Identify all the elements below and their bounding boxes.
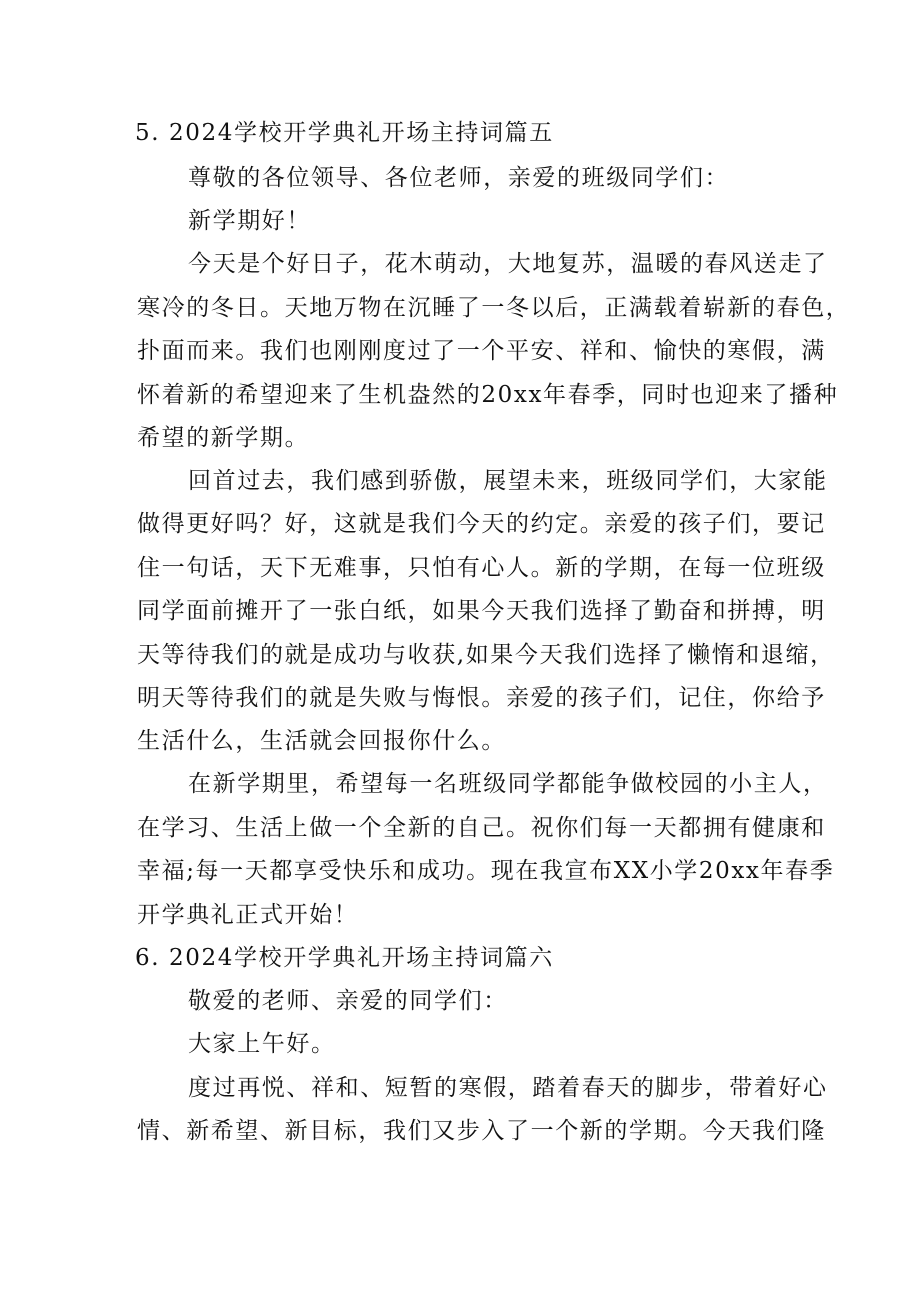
paragraph-line: 度过再悦、祥和、短暂的寒假，踏着春天的脚步，带着好心 [188,1075,828,1101]
paragraph-line: 生活什么，生活就会回报你什么。 [137,728,506,754]
section-6-greeting: 敬爱的老师、亲爱的同学们： [188,988,508,1014]
section-5-heading: 5. 2024学校开学典礼开场主持词篇五 [135,120,554,146]
paragraph-line: 寒冷的冬日。天地万物在沉睡了一冬以后，正满载着崭新的春色， [137,295,851,321]
paragraph-line: 希望的新学期。 [137,425,310,451]
paragraph-line: 做得更好吗？好，这就是我们今天的约定。亲爱的孩子们，要记 [137,511,826,537]
paragraph-line: 开学典礼正式开始！ [137,902,359,928]
paragraph-line: 怀着新的希望迎来了生机盎然的20xx年春季，同时也迎来了播种 [137,382,839,408]
paragraph-line: 明天等待我们的就是失败与悔恨。亲爱的孩子们，记住，你给予 [137,685,826,711]
paragraph-line: 情、新希望、新目标，我们又步入了一个新的学期。今天我们隆 [137,1118,826,1144]
paragraph-line: 在新学期里，希望每一名班级同学都能争做校园的小主人， [188,771,828,797]
section-5-greeting: 尊敬的各位领导、各位老师，亲爱的班级同学们： [188,165,730,191]
paragraph-line: 住一句话，天下无难事，只怕有心人。新的学期，在每一位班级 [137,555,826,581]
paragraph-line: 今天是个好日子，花木萌动，大地复苏，温暖的春风送走了 [188,251,828,277]
section-5-salutation: 新学期好！ [188,208,311,234]
paragraph-line: 扑面而来。我们也刚刚度过了一个平安、祥和、愉快的寒假，满 [137,338,826,364]
paragraph-line: 天等待我们的就是成功与收获,如果今天我们选择了懒惰和退缩， [137,642,835,668]
paragraph-line: 回首过去，我们感到骄傲，展望未来，班级同学们，大家能 [188,468,828,494]
paragraph-line: 同学面前摊开了一张白纸，如果今天我们选择了勤奋和拼搏，明 [137,598,826,624]
paragraph-line: 在学习、生活上做一个全新的自己。祝你们每一天都拥有健康和 [137,815,826,841]
paragraph-line: 幸福;每一天都享受快乐和成功。现在我宣布XX小学20xx年春季 [137,858,835,884]
section-6-salutation: 大家上午好。 [188,1031,336,1057]
section-6-heading: 6. 2024学校开学典礼开场主持词篇六 [135,945,554,971]
